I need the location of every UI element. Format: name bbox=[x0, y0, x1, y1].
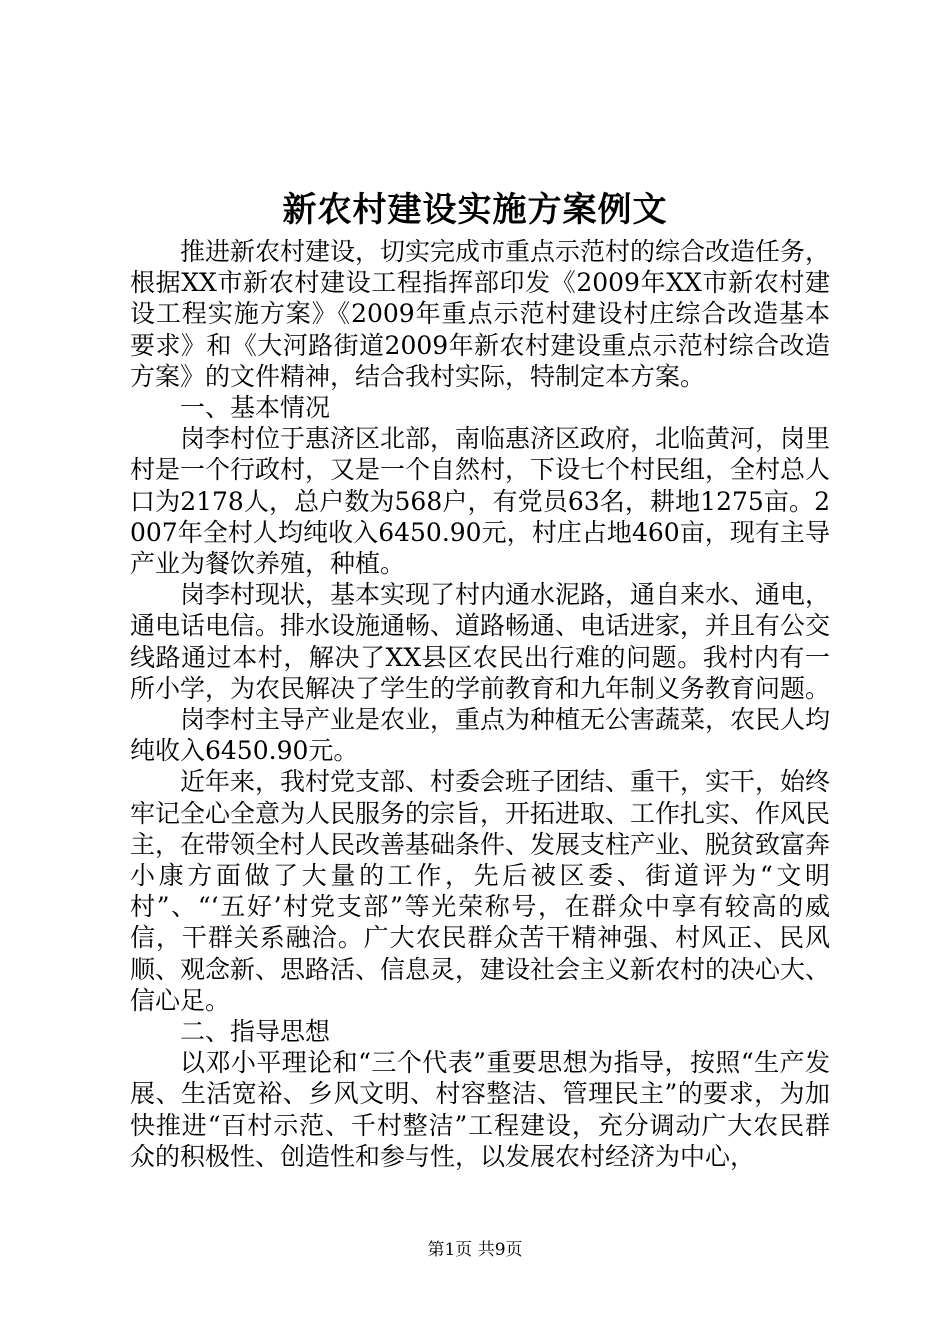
page-footer: 第1页 共9页 bbox=[427, 1240, 523, 1260]
paragraph-guiding-ideology: 以邓小平理论和“三个代表”重要思想为指导，按照“生产发展、生活宽裕、乡风文明、村容整洁、管理民主”的要求，为加快推进“百村示范、千村整洁”工程建设，充分调动广大农民群众的积极性、创造性和参与性，以发展农村经济为中心， bbox=[130, 1048, 830, 1171]
paragraph-recent-years: 近年来，我村党支部、村委会班子团结、重干，实干，始终牢记全心全意为人民服务的宗旨，开拓进取、工作扎实、作风民主，在带领全村人民改善基础条件、发展支柱产业、脱贫致富奔小康方面做了大量的工作，先后被区委、街道评为“文明村”、“‘五好’村党支部”等光荣称号，在群众中享有较高的威信，干群关系融洽。广大农民群众苦干精神强、村风正、民风顺、观念新、思路活、信息灵，建设社会主义新农村的决心大、信心足。 bbox=[130, 767, 831, 1015]
document-title: 新农村建设实施方案例文 bbox=[282, 190, 668, 230]
section-heading-basic-situation: 一、基本情况 bbox=[180, 393, 331, 423]
document-body bbox=[130, 236, 830, 1172]
paragraph-village-overview: 岗李村位于惠济区北部，南临惠济区政府，北临黄河，岗里村是一个行政村，又是一个自然村，下设七个村民组，全村总人口为2178人，总户数为568户，有党员63名，耕地1275亩。2007年全村人均纯收入6450.90元，村庄占地460亩，现有主导产业为餐饮养殖，种植。 bbox=[130, 424, 831, 579]
paragraph-main-industry: 岗李村主导产业是农业，重点为种植无公害蔬菜，农民人均纯收入6450.90元。 bbox=[130, 705, 831, 766]
section-heading-guiding-ideology: 二、指导思想 bbox=[180, 1017, 331, 1047]
paragraph-intro: 推进新农村建设，切实完成市重点示范村的综合改造任务，根据XX市新农村建设工程指挥部印发《2009年XX市新农村建设工程实施方案》《2009年重点示范村建设村庄综合改造基本要求》和《大河路街道2009年新农村建设重点示范村综合改造方案》的文件精神，结合我村实际，特制定本方案。 bbox=[130, 237, 831, 391]
paragraph-village-status: 岗李村现状，基本实现了村内通水泥路，通自来水、通电，通电话电信。排水设施通畅、道路畅通、电话进家，并且有公交线路通过本村，解决了XX县区农民出行难的问题。我村内有一所小学，为农民解决了学生的学前教育和九年制义务教育问题。 bbox=[130, 580, 831, 703]
